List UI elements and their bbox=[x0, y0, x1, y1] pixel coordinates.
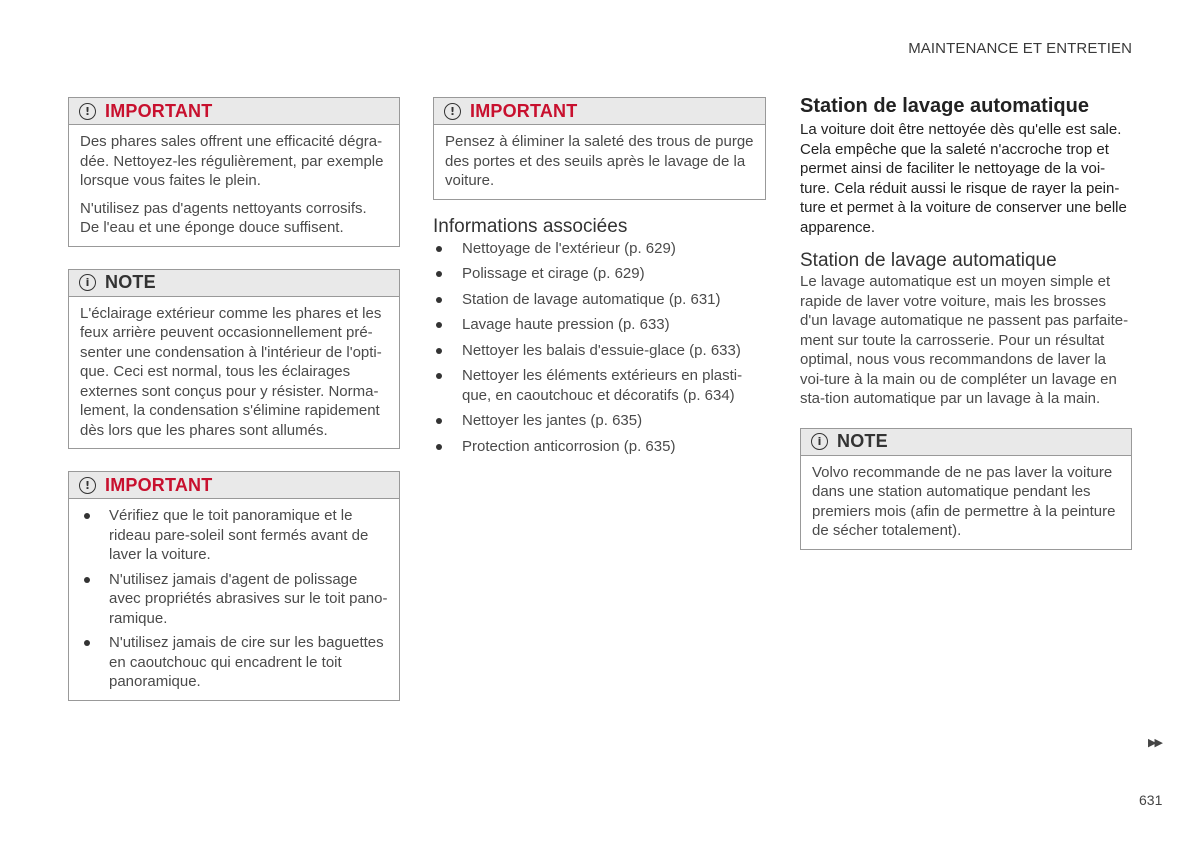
page-title: Station de lavage automatique bbox=[800, 95, 1089, 117]
section-subheading: Station de lavage automatique bbox=[800, 250, 1057, 271]
box-title: IMPORTANT bbox=[105, 474, 213, 495]
box-header bbox=[434, 98, 765, 125]
note-box-condensation bbox=[68, 269, 400, 450]
list-item: N'utilisez jamais de cire sur les baguettes en caoutchouc qui encadrent le toit panoramique. bbox=[80, 633, 388, 692]
box-title: NOTE bbox=[105, 272, 156, 292]
box-header bbox=[69, 472, 399, 499]
box-header bbox=[69, 270, 399, 297]
important-box-drain-holes bbox=[433, 97, 766, 200]
important-box-headlights bbox=[68, 97, 400, 247]
note-box-first-months bbox=[800, 428, 1132, 550]
info-circle-icon: i bbox=[79, 274, 96, 291]
box-body bbox=[69, 125, 399, 246]
box-body bbox=[69, 499, 399, 700]
box-header bbox=[69, 98, 399, 125]
paragraph: Des phares sales offrent une efficacité dégra-dée. Nettoyez-les régulièrement, par exemple lorsque vous faites le plein. bbox=[80, 133, 384, 189]
box-title: NOTE bbox=[837, 431, 888, 451]
box-body bbox=[801, 456, 1131, 549]
bullet-list bbox=[80, 506, 388, 692]
related-info-heading: Informations associées bbox=[433, 215, 628, 237]
related-link[interactable]: Station de lavage automatique (p. 631) bbox=[433, 290, 766, 310]
related-link[interactable]: Nettoyer les jantes (p. 635) bbox=[433, 411, 766, 431]
list-item: Vérifiez que le toit panoramique et le rideau pare-soleil sont fermés avant de laver la voiture. bbox=[80, 506, 388, 565]
related-link[interactable]: Polissage et cirage (p. 629) bbox=[433, 264, 766, 284]
paragraph: L'éclairage extérieur comme les phares et les feux arrière peuvent occasionnellement pré-senter une condensation à l'intérieur de l'opti-que. Ceci est normal, tous les éclairages externes sont conçus pour y résister. Norma-lement, la condensation s'élimine rapidement dès lors que les phares sont allumés. bbox=[80, 304, 382, 439]
exclamation-circle-icon: ! bbox=[79, 477, 96, 494]
info-circle-icon: i bbox=[811, 433, 828, 450]
related-link[interactable]: Nettoyage de l'extérieur (p. 629) bbox=[433, 239, 766, 259]
section-title: MAINTENANCE ET ENTRETIEN bbox=[908, 40, 1132, 57]
box-title: IMPORTANT bbox=[470, 100, 578, 121]
box-title: IMPORTANT bbox=[105, 100, 213, 121]
body-paragraph: Le lavage automatique est un moyen simple et rapide de laver votre voiture, mais les brosses d'un lavage automatique ne passent pas parfaite-ment sur toute la carrosserie. Pour un résultat optimal, nous vous recommandons de laver la voi-ture à la main ou de compléter un lavage en sta-tion automatique par un lavage à la main. bbox=[800, 273, 1129, 407]
list-item: N'utilisez jamais d'agent de polissage avec propriétés abrasives sur le toit pano-ramique. bbox=[80, 570, 388, 629]
related-link[interactable]: Lavage haute pression (p. 633) bbox=[433, 315, 766, 335]
box-body bbox=[434, 125, 765, 199]
related-links-list bbox=[433, 239, 766, 457]
exclamation-circle-icon: ! bbox=[444, 103, 461, 120]
column-2 bbox=[433, 97, 766, 462]
related-link[interactable]: Nettoyer les balais d'essuie-glace (p. 633) bbox=[433, 341, 766, 361]
box-header bbox=[801, 429, 1131, 456]
paragraph: Pensez à éliminer la saleté des trous de purge des portes et des seuils après le lavage de la voiture. bbox=[445, 133, 754, 189]
box-body bbox=[69, 297, 399, 449]
related-link[interactable]: Nettoyer les éléments extérieurs en plasti-que, en caoutchouc et décoratifs (p. 634) bbox=[433, 366, 766, 405]
important-box-panoramic-roof bbox=[68, 471, 400, 701]
page-number: 631 bbox=[1139, 792, 1163, 808]
column-1 bbox=[68, 97, 400, 723]
related-link[interactable]: Protection anticorrosion (p. 635) bbox=[433, 437, 766, 457]
continue-arrows-icon: ▶▶ bbox=[1148, 736, 1161, 749]
exclamation-circle-icon: ! bbox=[79, 103, 96, 120]
paragraph: Volvo recommande de ne pas laver la voiture dans une station automatique pendant les premiers mois (afin de permettre à la peinture de sécher totalement). bbox=[812, 463, 1116, 539]
column-3 bbox=[800, 94, 1132, 572]
paragraph: N'utilisez pas d'agents nettoyants corrosifs. De l'eau et une éponge douce suffisent. bbox=[80, 199, 367, 236]
intro-paragraph: La voiture doit être nettoyée dès qu'elle est sale. Cela empêche que la saleté n'accroche trop et permet ainsi de faciliter le nettoyage de la voi-ture. Cela réduit aussi le risque de rayer la pein-ture et permet à la voiture de conserver une belle apparence. bbox=[800, 121, 1127, 236]
